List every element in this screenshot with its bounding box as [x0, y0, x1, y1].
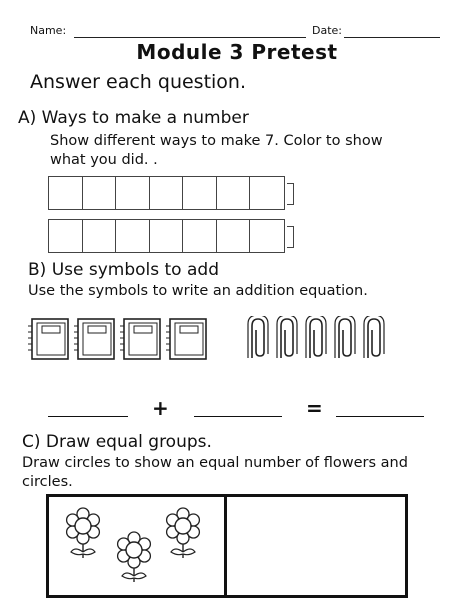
notebook-icon — [166, 319, 206, 359]
cube-cell[interactable] — [83, 220, 117, 252]
notebook-icon — [74, 319, 114, 359]
section-a-text-line1: Show different ways to make 7. Color to show — [50, 133, 383, 149]
flower-group — [53, 501, 223, 595]
section-a-heading: A) Ways to make a number — [18, 108, 249, 128]
name-label: Name: — [30, 24, 67, 37]
draw-circles-area[interactable] — [229, 497, 405, 595]
instruction-text: Answer each question. — [30, 71, 247, 93]
paperclip-icon — [306, 316, 326, 358]
addend-1-blank[interactable] — [48, 416, 128, 417]
cube-cell[interactable] — [116, 177, 150, 209]
page-title: Module 3 Pretest — [136, 40, 338, 64]
notebook-icon — [28, 319, 68, 359]
sum-blank[interactable] — [336, 416, 424, 417]
notebook-icon — [120, 319, 160, 359]
section-b-text: Use the symbols to write an addition equation. — [28, 283, 368, 299]
cube-cell[interactable] — [83, 177, 117, 209]
flower-icon — [118, 532, 151, 582]
paperclip-group — [244, 316, 394, 362]
cube-train-1-tab — [287, 183, 294, 205]
equal-groups-box — [46, 494, 408, 598]
section-a-text-line2: what you did. . — [50, 152, 158, 168]
plus-symbol: + — [152, 396, 169, 420]
cube-cell[interactable] — [49, 177, 83, 209]
notebook-group — [28, 316, 218, 362]
cube-cell[interactable] — [217, 177, 251, 209]
name-field[interactable] — [74, 37, 306, 38]
paperclip-icon — [248, 316, 268, 358]
flower-icon — [167, 508, 200, 558]
cube-cell[interactable] — [250, 220, 284, 252]
cube-cell[interactable] — [250, 177, 284, 209]
addend-2-blank[interactable] — [194, 416, 282, 417]
date-label: Date: — [312, 24, 342, 37]
paperclip-icon — [364, 316, 384, 358]
section-b-heading: B) Use symbols to add — [28, 260, 219, 280]
section-c-heading: C) Draw equal groups. — [22, 432, 212, 452]
section-c-text-line1: Draw circles to show an equal number of flowers and — [22, 455, 408, 471]
cube-cell[interactable] — [150, 220, 184, 252]
paperclip-icon — [335, 316, 355, 358]
cube-cell[interactable] — [49, 220, 83, 252]
groups-divider — [224, 497, 227, 595]
cube-cell[interactable] — [183, 220, 217, 252]
section-c-text-line2: circles. — [22, 474, 73, 490]
cube-cell[interactable] — [116, 220, 150, 252]
cube-cell[interactable] — [217, 220, 251, 252]
equals-symbol: = — [306, 396, 323, 420]
cube-train-1[interactable] — [48, 176, 285, 210]
cube-train-2-tab — [287, 226, 294, 248]
flower-icon — [67, 508, 100, 558]
cube-cell[interactable] — [150, 177, 184, 209]
cube-cell[interactable] — [183, 177, 217, 209]
date-field[interactable] — [344, 37, 440, 38]
cube-train-2[interactable] — [48, 219, 285, 253]
paperclip-icon — [277, 316, 297, 358]
